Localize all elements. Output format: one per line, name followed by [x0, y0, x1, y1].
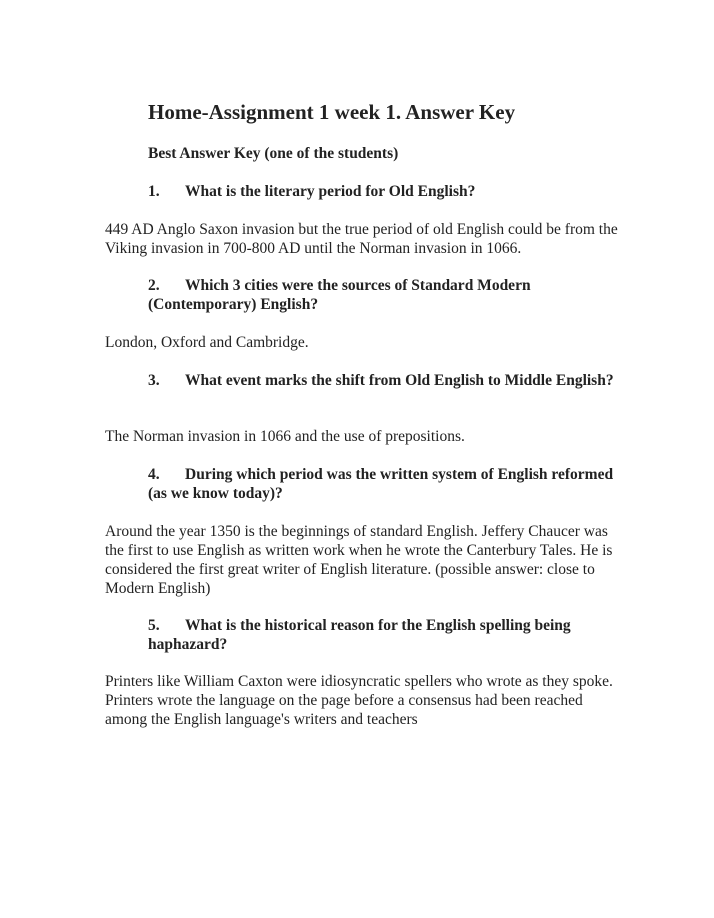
question-number: 3. — [148, 372, 160, 389]
question-1 — [148, 182, 618, 201]
question-text: During which period was the written system of English reformed (as we know today)? — [148, 466, 614, 502]
document-title: Home-Assignment 1 week 1. Answer Key — [148, 100, 516, 124]
question-number: 5. — [148, 617, 160, 634]
question-text: What event marks the shift from Old English to Middle English? — [185, 372, 614, 389]
question-3 — [148, 371, 618, 390]
question-4 — [148, 465, 618, 503]
question-number: 2. — [148, 277, 160, 294]
answer-3: The Norman invasion in 1066 and the use of prepositions. — [105, 428, 465, 445]
question-number: 4. — [148, 466, 160, 483]
question-number: 1. — [148, 183, 160, 200]
document-subtitle: Best Answer Key (one of the students) — [148, 145, 399, 162]
question-5 — [148, 616, 618, 654]
question-text: Which 3 cities were the sources of Standard Modern (Contemporary) English? — [148, 277, 531, 313]
answer-4: Around the year 1350 is the beginnings of standard English. Jeffery Chaucer was the first to use English as written work when he wrote the Canterbury Tales. He is considered the first great writer of English literature. (possible answer: close to Modern English) — [105, 523, 613, 597]
answer-5: Printers like William Caxton were idiosyncratic spellers who wrote as they spoke. Printers wrote the language on the page before a consensus had been reached among the English language's writers and teachers — [105, 673, 613, 728]
answer-1: 449 AD Anglo Saxon invasion but the true period of old English could be from the Viking invasion in 700-800 AD until the Norman invasion in 1066. — [105, 221, 618, 257]
question-2 — [148, 276, 618, 314]
answer-2: London, Oxford and Cambridge. — [105, 334, 309, 351]
question-text: What is the literary period for Old English? — [185, 183, 476, 200]
question-text: What is the historical reason for the English spelling being haphazard? — [148, 617, 571, 653]
